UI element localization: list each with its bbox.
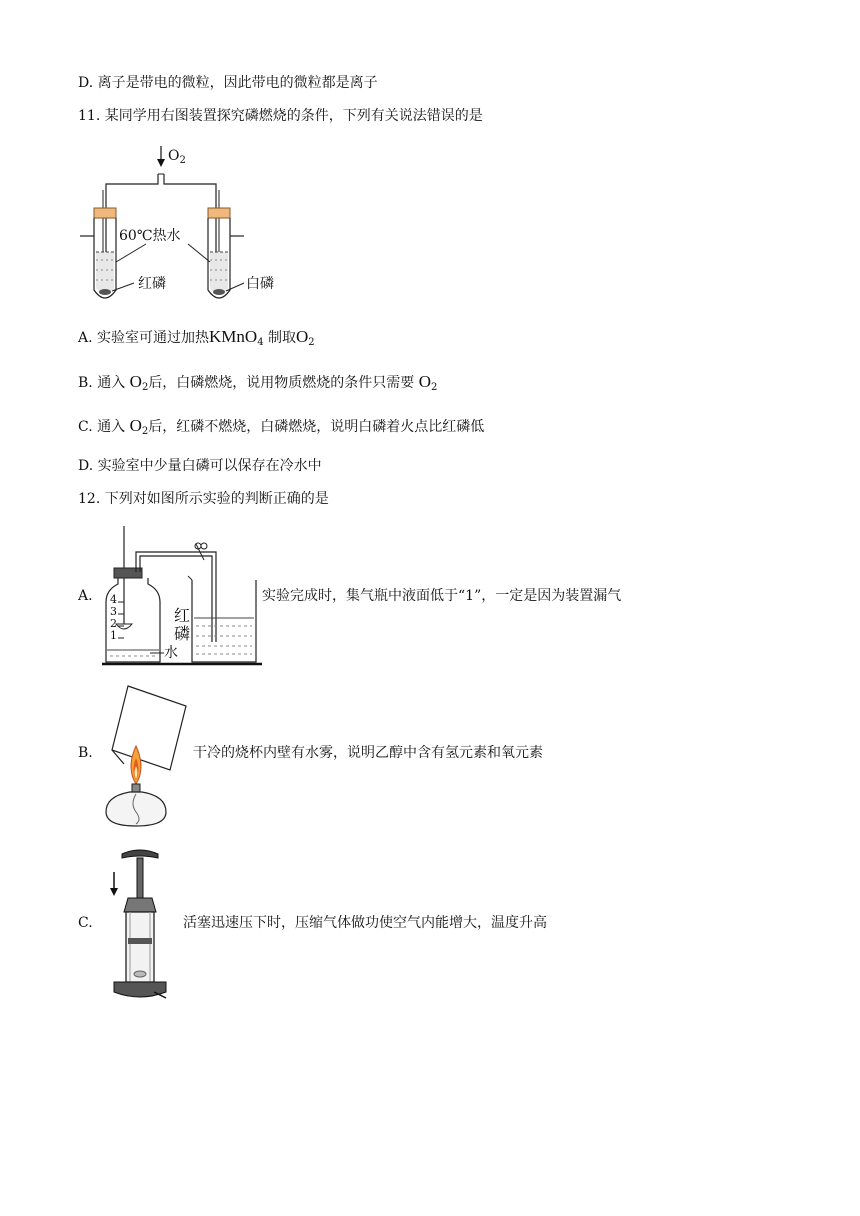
q12-option-a-text: 实验完成时，集气瓶中液面低于“1”，一定是因为装置漏气 (262, 588, 622, 604)
q12-a-phosphorus-label: 磷 (174, 624, 191, 643)
q11-stem: 11. 某同学用右图装置探究磷燃烧的条件，下列有关说法错误的是 (78, 108, 483, 124)
q11-option-a: A. 实验室可通过加热KMnO$_4$ 制取$O_2$ (78, 327, 315, 348)
q12-stem: 12. 下列对如图所示实验的判断正确的是 (78, 491, 329, 507)
q12-a-water-label: 水 (164, 645, 178, 661)
q12-option-c-text: 活塞迅速压下时，压缩气体做功使空气内能增大，温度升高 (183, 915, 547, 931)
q12-c-piston-figure (104, 846, 174, 1006)
q12-a-red-phosphorus-figure (98, 522, 264, 668)
q12-a-scale-4: 4 (110, 593, 117, 606)
q12-option-b-text: 干冷的烧杯内壁有水雾，说明乙醇中含有氢元素和氧元素 (193, 745, 543, 761)
q11-red-phosphorus-label: 红磷 (138, 276, 166, 292)
q12-a-scale-3: 3 (110, 605, 117, 618)
q12-b-lamp-drawing (100, 680, 190, 830)
q11-option-b: B. 通入 $O_2$后，白磷燃烧，说用物质燃烧的条件只需要 $O_2$ (78, 372, 438, 393)
q12-c-piston-drawing (104, 846, 174, 1006)
q11-option-d: D. 实验室中少量白磷可以保存在冷水中 (78, 458, 322, 474)
q11-water-label: 60℃热水 (119, 228, 181, 244)
q12-a-scale-2: 2 (110, 617, 117, 630)
q12-a-red-label: 红 (174, 606, 191, 625)
q12-b-alcohol-lamp-figure (100, 680, 190, 830)
q11-gas-label: $O_2$ (168, 148, 186, 166)
q11-option-c: C. 通入 $O_2$后，红磷不燃烧，白磷燃烧，说明白磷着火点比红磷低 (78, 416, 485, 437)
q12-option-a-letter: A. (78, 588, 93, 604)
q12-option-c-letter: C. (78, 915, 93, 931)
q10-option-d: D. 离子是带电的微粒，因此带电的微粒都是离子 (78, 75, 378, 91)
q12-a-apparatus-drawing (98, 522, 264, 668)
q12-a-scale-1: 1 (110, 629, 117, 642)
q12-option-b-letter: B. (78, 745, 93, 761)
q11-white-phosphorus-label: 白磷 (246, 276, 274, 292)
q11-apparatus-figure (76, 140, 276, 308)
